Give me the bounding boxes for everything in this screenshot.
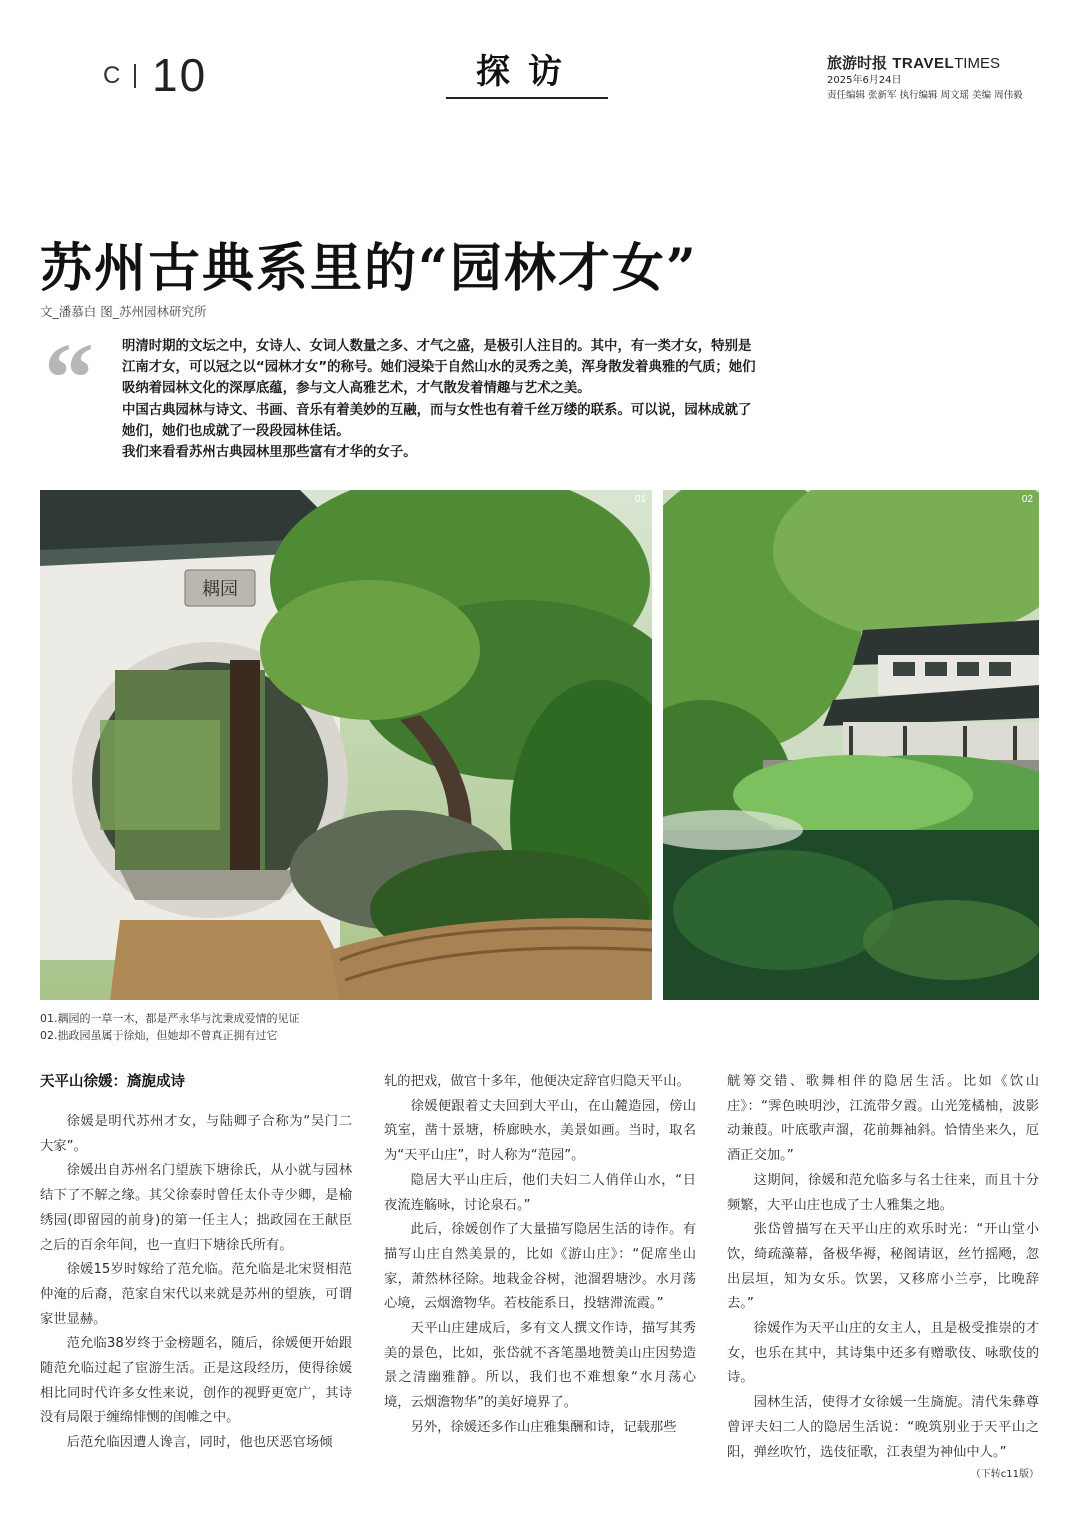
masthead-cn: 旅游时报: [827, 54, 888, 72]
newspaper-masthead: [827, 52, 1000, 73]
body-column-1: [40, 1070, 352, 1456]
paragraph: 范允临38岁终于金榜题名，随后，徐媛便开始跟随范允临过起了宦游生活。正是这段经历，使得徐媛相比同时代许多女性来说，创作的视野更宽广，其诗没有局限于缠绵悱恻的闺帷之中。: [40, 1336, 352, 1426]
paragraph: 徐媛便跟着丈夫回到大平山，在山麓造园，傍山筑室，凿十景塘，桥廊映水，美景如画。当时，取名为“天平山庄”，时人称为“范园”。: [384, 1098, 696, 1164]
intro-block: [122, 336, 762, 463]
divider: [134, 64, 136, 88]
intro-paragraph: 明清时期的文坛之中，女诗人、女词人数量之多、才气之盛，是极引人注目的。其中，有一类才女，特别是江南才女，可以冠之以“园林才女”的称号。她们浸染于自然山水的灵秀之美，浑身散发着典雅的气质；她们吸纳着园林文化的深厚底蕴，参与文人高雅艺术，才气散发着情趣与艺术之美。: [122, 339, 756, 397]
paragraph: 后范允临因遭人谗言，同时，他也厌恶官场倾: [66, 1435, 333, 1451]
paragraph: 徐媛出自苏州名门望族下塘徐氏，从小就与园林结下了不解之缘。其父徐泰时曾任太仆寺少卿，是榆绣园(即留园的前身)的第一任主人；拙政园在王献臣之后的百余年间，也一直归下塘徐氏所有。: [40, 1163, 352, 1253]
body-column-3: [727, 1070, 1039, 1488]
caption: 01.耦园的一草一木，都是严永华与沈秉成爱情的见证: [40, 1012, 300, 1025]
paragraph: 天平山庄建成后，多有文人撰文作诗，描写其秀美的景色，比如，张岱就不吝笔墨地赞美山庄因势造景之清幽雅静。所以，我们也不难想象“水月荡心境，云烟澹物华”的美好境界了。: [384, 1321, 696, 1411]
photo-number: 01: [634, 494, 646, 505]
paragraph: 这期间，徐媛和范允临多与名士往来，而且十分频繁，大平山庄也成了士人雅集之地。: [727, 1172, 1039, 1213]
photo-captions: [40, 1010, 300, 1044]
paragraph: 园林生活，使得才女徐媛一生旖旎。清代朱彝尊曾评夫妇二人的隐居生活说：“晚筑别业于天平山之阳，弹丝吹竹，选伎征歌，江表望为神仙中人。”: [727, 1395, 1039, 1460]
intro-paragraph: 中国古典园林与诗文、书画、音乐有着美妙的互融，而与女性也有着千丝万缕的联系。可以说，园林成就了她们，她们也成就了一段段园林佳话。: [122, 402, 752, 439]
editors-line: 责任编辑 张新军 执行编辑 周文瑶 美编 周伟毅: [827, 90, 1023, 101]
photo-02: [663, 490, 1039, 1000]
paragraph: 徐媛是明代苏州才女，与陆卿子合称为“吴门二大家”。: [40, 1114, 352, 1154]
paragraph: 徐媛15岁时嫁给了范允临。范允临是北宋贤相范仲淹的后裔，范家自宋代以来就是苏州的望族，可谓家世显赫。: [40, 1262, 352, 1327]
masthead-en-bold: TRAVEL: [892, 55, 955, 72]
paragraph: 张岱曾描写在天平山庄的欢乐时光：“开山堂小饮，绮疏藻幕，备极华褥，秘阁请讴，丝竹摇飏，忽出层垣，知为女乐。饮罢，又移席小兰亭，比晚辞去。”: [727, 1222, 1039, 1312]
byline: 文_潘慕白 图_苏州园林研究所: [40, 304, 207, 319]
intro-paragraph: 我们来看看苏州古典园林里那些富有才华的女子。: [122, 445, 417, 461]
paragraph: 轧的把戏，做官十多年，他便决定辞官归隐天平山。: [384, 1074, 690, 1089]
photo-01: [40, 490, 652, 1000]
publication-date: 2025年6月24日: [827, 75, 902, 86]
garden-moon-gate-image: [40, 490, 652, 1000]
paragraph: 隐居大平山庄后，他们夫妇二人俏佯山水，“日夜流连觞咏，讨论泉石。”: [384, 1172, 696, 1213]
page-section-letter: C: [103, 62, 123, 89]
photo-number: 02: [1021, 494, 1033, 505]
caption: 02.拙政园虽属于徐灿，但她却不曾真正拥有过它: [40, 1029, 278, 1042]
paragraph: 徐媛作为天平山庄的女主人，且是极受推崇的才女，也乐在其中，其诗集中还多有赠歌伎、咏歌伎的诗。: [727, 1321, 1039, 1386]
section-underline: [446, 97, 608, 99]
section-title: 探访: [476, 52, 580, 92]
page-number: 10: [152, 49, 208, 101]
plaque-text: 耦园: [202, 579, 238, 600]
subheading: 天平山徐媛：旖旎成诗: [40, 1074, 185, 1090]
quote-mark-icon: “: [44, 322, 94, 433]
garden-pavilion-pond-image: [663, 490, 1039, 1000]
paragraph: 此后，徐媛创作了大量描写隐居生活的诗作。有描写山庄自然美景的，比如《游山庄》：“促席坐山家，萧然林径除。地栽金谷树，池溜碧塘沙。水月荡心境，云烟澹物华。若枝能系日，投辖滞流霞。”: [384, 1222, 696, 1312]
paragraph: 觥筹交错、歌舞相伴的隐居生活。比如《饮山庄》：“霁色映明沙，江流带夕霞。山光笼橘柚，波影动兼葭。叶底歌声溜，花前舞袖斜。恰情坐来久，厄酒正交加。”: [727, 1074, 1039, 1164]
paragraph: 另外，徐媛还多作山庄雅集酬和诗，记载那些: [410, 1419, 677, 1435]
body-column-2: [384, 1070, 696, 1441]
article-title: 苏州古典系里的“园林才女”: [40, 238, 698, 299]
continued-note: （下转c11版）: [970, 1469, 1039, 1481]
masthead-en-light: TIMES: [954, 55, 1000, 72]
